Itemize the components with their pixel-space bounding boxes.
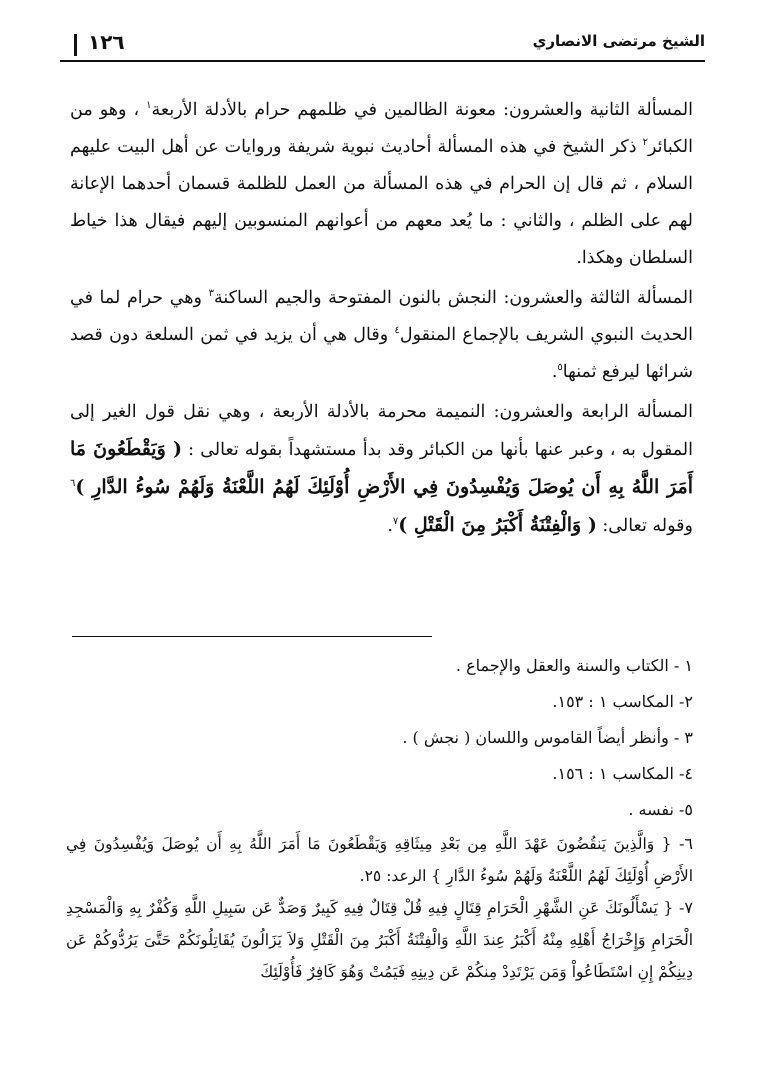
footnote-ref[interactable]: ٥ xyxy=(557,362,563,374)
paragraph-text: المسألة الثالثة والعشرون: النجش بالنون المفتوحة والجيم الساكنة xyxy=(213,288,693,308)
footnote-ref[interactable]: ٤ xyxy=(394,325,400,337)
body-text xyxy=(70,92,693,545)
header-bar xyxy=(74,34,77,56)
header-title: الشيخ مرتضى الانصاري xyxy=(532,32,705,50)
footnote-text: { يَسْأَلُونَكَ عَنِ الشَّهْرِ الْحَرَامِ قِتَالٍ فِيهِ قُلْ قِتَالٌ فِيهِ كَبِيرٌ وَصَدٌّ عَن سَبِيلِ اللَّهِ وَكُفْرٌ بِهِ وَالْمَسْجِدِ الْحَرَامِ وَإِخْرَاجُ أَهْلِهِ مِنْهُ أَكْبَرُ عِندَ اللَّهِ وَالْفِتْنَةُ أَكْبَرُ مِنَ الْقَتْلِ وَلاَ يَزَالُونَ يُقَاتِلُونَكُمْ حَتَّىَ يَرُدُّوكُمْ عَن دِينِكُمْ إِنِ اسْتَطَاعُواْ وَمَن يَرْتَدِدْ مِنكُمْ عَن دِينِهِ فَيَمُتْ وَهُوَ كَافِرٌ فَأُوْلَئِكَ xyxy=(66,899,693,981)
footnote-1 xyxy=(66,648,693,684)
footnote-ref[interactable]: ٦ xyxy=(70,478,76,490)
footnote-number: ١ - xyxy=(673,656,693,675)
footnote-number: ٧- xyxy=(679,898,693,917)
footnote-ref[interactable]: ٢ xyxy=(642,137,648,149)
footnote-4 xyxy=(66,756,693,792)
footnote-text: المكاسب ١ : ١٥٦. xyxy=(552,764,674,783)
paragraph-text: المسألة الثانية والعشرون: معونة الظالمين في ظلمهم حرام بالأدلة الأربعة xyxy=(151,100,693,120)
footnote-5 xyxy=(66,792,693,828)
footnote-text: { وَالَّذِينَ يَنقُضُونَ عَهْدَ اللَّهِ مِن بَعْدِ مِيثَاقِهِ وَيَقْطَعُونَ مَا أَمَرَ اللَّهُ بِهِ أَن يُوصَلَ وَيُفْسِدُونَ فِي الأَرْضِ أُوْلَئِكَ لَهُمُ اللَّعْنَةُ وَلَهُمْ سُوءُ الدَّارِ } الرعد: ٢٥. xyxy=(66,835,693,885)
footnote-text: نفسه . xyxy=(628,800,674,819)
footnote-7 xyxy=(66,892,693,988)
running-header xyxy=(60,30,705,66)
footnote-text: وأنظر أيضاً القاموس واللسان ( نجش ) . xyxy=(402,728,669,747)
page-number: ١٢٦ xyxy=(88,30,125,54)
paragraph-text: وهي حرام لما في الحديث النبوي الشريف بالإجماع المنقول xyxy=(70,288,693,345)
paragraph-text: وقال هي أن يزيد في ثمن السلعة دون قصد شرائها ليرفع ثمنها xyxy=(70,325,693,382)
header-rule xyxy=(60,60,705,62)
paragraph-text: وقوله تعالى: xyxy=(602,516,693,536)
quran-verse: ( وَيَقْطَعُونَ مَا أَمَرَ اللَّهُ بِهِ أَن يُوصَلَ وَيُفْسِدُونَ فِي الأَرْضِ أُوْلَئِكَ لَهُمُ اللَّعْنَةُ وَلَهُمْ سُوءُ الدَّارِ ) xyxy=(70,438,693,498)
footnote-separator xyxy=(72,636,432,637)
footnote-number: ٥- xyxy=(679,800,693,819)
footnote-ref[interactable]: ٧ xyxy=(392,516,399,528)
footnote-3 xyxy=(66,720,693,756)
footnote-number: ٤- xyxy=(679,764,693,783)
paragraph-text: المسألة الرابعة والعشرون: النميمة محرمة بالأدلة الأربعة ، وهي نقل قول الغير إلى المقول به ، وعبر عنها بأنها من الكبائر وقد بدأ مستشهداً بقوله تعالى : xyxy=(70,402,694,460)
footnote-6 xyxy=(66,828,693,892)
quran-verse: ( وَالْفِتْنَةُ أَكْبَرُ مِنَ الْقَتْلِ ) xyxy=(398,514,597,536)
footnote-number: ٦- xyxy=(679,834,693,853)
paragraph-text: . xyxy=(387,516,393,536)
footnote-number: ٢- xyxy=(679,692,693,711)
footnotes xyxy=(66,648,693,988)
paragraph-text: . xyxy=(551,362,558,382)
footnote-ref[interactable]: ٣ xyxy=(208,288,214,300)
paragraph-text: ، وهو من الكبائر xyxy=(70,100,693,157)
paragraph-issue-23 xyxy=(70,280,693,391)
footnote-2 xyxy=(66,684,693,720)
paragraph-issue-22 xyxy=(70,92,693,277)
footnote-text: الكتاب والسنة والعقل والإجماع . xyxy=(455,656,669,675)
paragraph-issue-24 xyxy=(70,394,693,545)
paragraph-text: ذكر الشيخ في هذه المسألة أحاديث نبوية شريفة وروايات عن أهل البيت عليهم السلام ، ثم قال إن الحرام في هذه المسألة من العمل للظلمة قسمان أحدهما الإعانة لهم على الظلم ، والثاني : ما يُعد معهم من أعوانهم المنسوبين إليهم فيقال هذا خياط السلطان وهكذا. xyxy=(70,137,693,268)
footnote-text: المكاسب ١ : ١٥٣. xyxy=(552,692,674,711)
footnote-number: ٣ - xyxy=(673,728,693,747)
footnote-ref[interactable]: ١ xyxy=(146,100,152,112)
